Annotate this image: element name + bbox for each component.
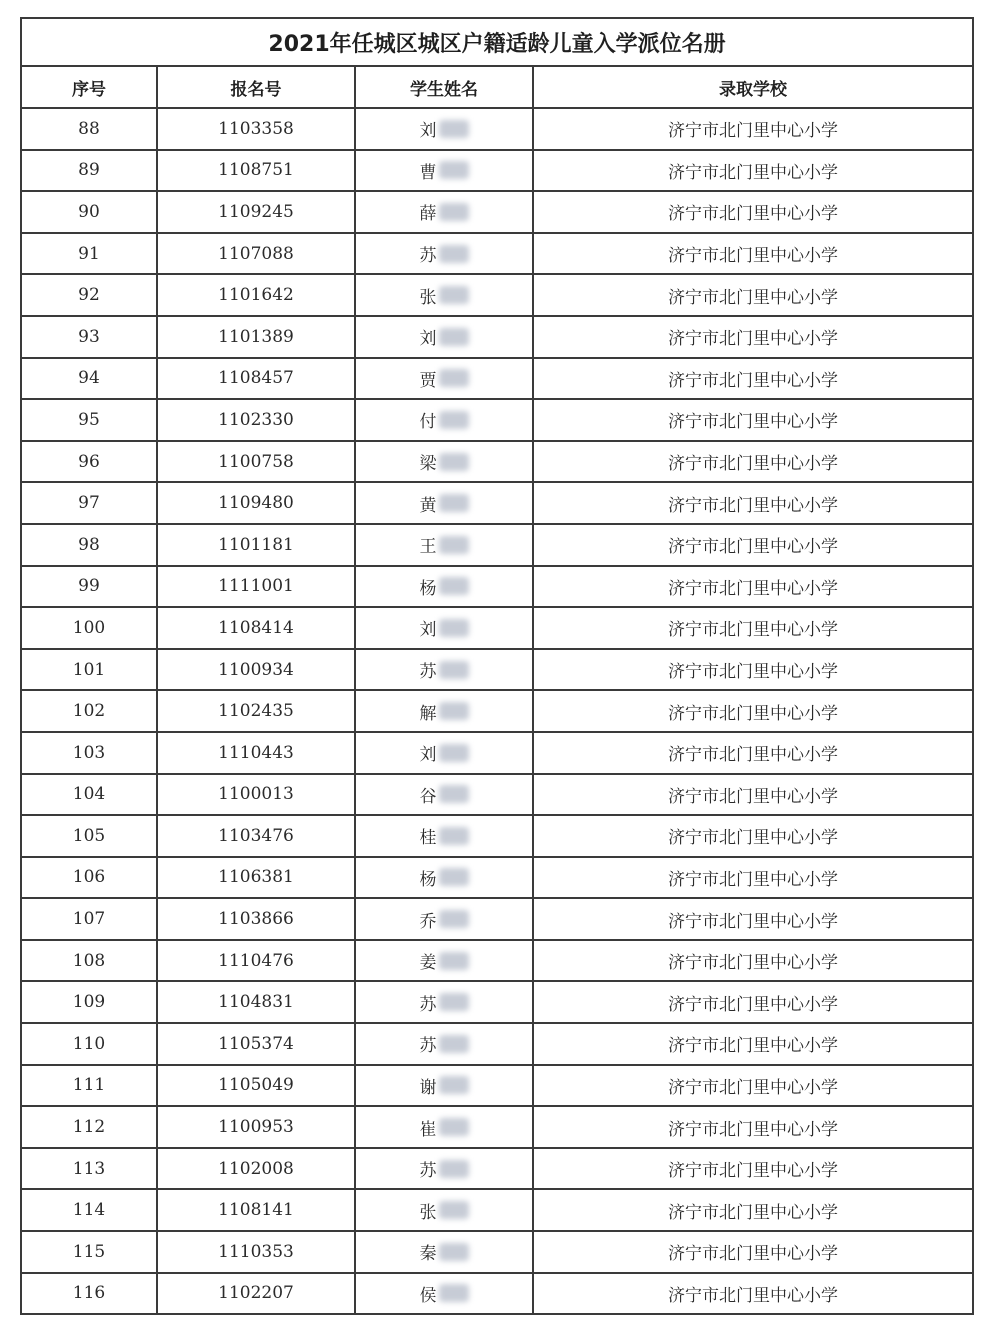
table-row xyxy=(21,566,973,608)
student-name-cell xyxy=(355,441,533,483)
admitted-school-cell: 济宁市北门里中心小学 xyxy=(533,482,973,524)
redacted-given-name xyxy=(439,702,469,720)
admitted-school-cell: 济宁市北门里中心小学 xyxy=(533,732,973,774)
redacted-given-name xyxy=(439,161,469,179)
registration-number-cell: 1103476 xyxy=(157,815,355,857)
table-row xyxy=(21,607,973,649)
registration-number-cell: 1111001 xyxy=(157,566,355,608)
table-row xyxy=(21,1106,973,1148)
admitted-school-cell: 济宁市北门里中心小学 xyxy=(533,981,973,1023)
student-name-cell xyxy=(355,1189,533,1231)
student-surname: 姜 xyxy=(419,953,437,974)
row-index-cell: 93 xyxy=(21,316,157,358)
student-name-cell xyxy=(355,649,533,691)
student-surname: 刘 xyxy=(419,745,437,766)
row-index-cell: 91 xyxy=(21,233,157,275)
student-surname: 苏 xyxy=(419,246,437,267)
registration-number-cell: 1101181 xyxy=(157,524,355,566)
row-index-cell: 88 xyxy=(21,108,157,150)
table-row xyxy=(21,482,973,524)
registration-number-cell: 1100934 xyxy=(157,649,355,691)
admitted-school-cell: 济宁市北门里中心小学 xyxy=(533,441,973,483)
row-index-cell: 101 xyxy=(21,649,157,691)
title-row xyxy=(21,18,973,66)
table-row xyxy=(21,316,973,358)
table-row xyxy=(21,1023,973,1065)
redacted-given-name xyxy=(439,661,469,679)
redacted-given-name xyxy=(439,744,469,762)
student-name-cell xyxy=(355,774,533,816)
admitted-school-cell: 济宁市北门里中心小学 xyxy=(533,1148,973,1190)
admitted-school-cell: 济宁市北门里中心小学 xyxy=(533,566,973,608)
redacted-given-name xyxy=(439,328,469,346)
student-name-cell xyxy=(355,815,533,857)
admitted-school-cell: 济宁市北门里中心小学 xyxy=(533,233,973,275)
admitted-school-cell: 济宁市北门里中心小学 xyxy=(533,774,973,816)
student-name-cell xyxy=(355,399,533,441)
registration-number-cell: 1108414 xyxy=(157,607,355,649)
student-surname: 杨 xyxy=(419,578,437,599)
registration-number-cell: 1101642 xyxy=(157,274,355,316)
table-row xyxy=(21,815,973,857)
registration-number-cell: 1100953 xyxy=(157,1106,355,1148)
admitted-school-cell: 济宁市北门里中心小学 xyxy=(533,316,973,358)
student-surname: 曹 xyxy=(419,162,437,183)
admitted-school-cell: 济宁市北门里中心小学 xyxy=(533,898,973,940)
row-index-cell: 95 xyxy=(21,399,157,441)
redacted-given-name xyxy=(439,1118,469,1136)
redacted-given-name xyxy=(439,1201,469,1219)
student-surname: 秦 xyxy=(419,1244,437,1265)
registration-number-cell: 1106381 xyxy=(157,857,355,899)
registration-number-cell: 1105049 xyxy=(157,1065,355,1107)
registration-number-cell: 1110443 xyxy=(157,732,355,774)
header-row xyxy=(21,66,973,108)
student-name-cell xyxy=(355,1273,533,1315)
registration-number-cell: 1107088 xyxy=(157,233,355,275)
table-row xyxy=(21,233,973,275)
student-surname: 杨 xyxy=(419,869,437,890)
student-name-cell xyxy=(355,690,533,732)
row-index-cell: 115 xyxy=(21,1231,157,1273)
row-index-cell: 98 xyxy=(21,524,157,566)
redacted-given-name xyxy=(439,577,469,595)
student-name-cell xyxy=(355,1148,533,1190)
table-row xyxy=(21,150,973,192)
row-index-cell: 107 xyxy=(21,898,157,940)
student-name-cell xyxy=(355,607,533,649)
table-row xyxy=(21,774,973,816)
table-row xyxy=(21,441,973,483)
table-row xyxy=(21,274,973,316)
student-name-cell xyxy=(355,898,533,940)
student-surname: 付 xyxy=(419,412,437,433)
registration-number-cell: 1110476 xyxy=(157,940,355,982)
admitted-school-cell: 济宁市北门里中心小学 xyxy=(533,607,973,649)
redacted-given-name xyxy=(439,245,469,263)
admitted-school-cell: 济宁市北门里中心小学 xyxy=(533,108,973,150)
student-surname: 黄 xyxy=(419,495,437,516)
row-index-cell: 114 xyxy=(21,1189,157,1231)
student-name-cell xyxy=(355,1023,533,1065)
admitted-school-cell: 济宁市北门里中心小学 xyxy=(533,1273,973,1315)
redacted-given-name xyxy=(439,411,469,429)
column-header-student-name: 学生姓名 xyxy=(355,66,533,108)
student-name-cell xyxy=(355,150,533,192)
registration-number-cell: 1100013 xyxy=(157,774,355,816)
student-surname: 崔 xyxy=(419,1119,437,1140)
student-surname: 张 xyxy=(419,287,437,308)
redacted-given-name xyxy=(439,1160,469,1178)
registration-number-cell: 1108457 xyxy=(157,358,355,400)
admitted-school-cell: 济宁市北门里中心小学 xyxy=(533,649,973,691)
admitted-school-cell: 济宁市北门里中心小学 xyxy=(533,1023,973,1065)
registration-number-cell: 1109480 xyxy=(157,482,355,524)
row-index-cell: 100 xyxy=(21,607,157,649)
redacted-given-name xyxy=(439,1284,469,1302)
admitted-school-cell: 济宁市北门里中心小学 xyxy=(533,191,973,233)
table-row xyxy=(21,1148,973,1190)
table-row xyxy=(21,857,973,899)
column-header-index: 序号 xyxy=(21,66,157,108)
document-title: 2021年任城区城区户籍适龄儿童入学派位名册 xyxy=(21,18,973,66)
table-row xyxy=(21,898,973,940)
row-index-cell: 105 xyxy=(21,815,157,857)
row-index-cell: 97 xyxy=(21,482,157,524)
redacted-given-name xyxy=(439,1035,469,1053)
table-row xyxy=(21,1273,973,1315)
redacted-given-name xyxy=(439,785,469,803)
redacted-given-name xyxy=(439,1243,469,1261)
row-index-cell: 108 xyxy=(21,940,157,982)
row-index-cell: 110 xyxy=(21,1023,157,1065)
row-index-cell: 99 xyxy=(21,566,157,608)
registration-number-cell: 1108751 xyxy=(157,150,355,192)
student-name-cell xyxy=(355,524,533,566)
student-surname: 苏 xyxy=(419,994,437,1015)
registration-number-cell: 1103358 xyxy=(157,108,355,150)
table-row xyxy=(21,191,973,233)
row-index-cell: 102 xyxy=(21,690,157,732)
redacted-given-name xyxy=(439,910,469,928)
row-index-cell: 112 xyxy=(21,1106,157,1148)
redacted-given-name xyxy=(439,203,469,221)
row-index-cell: 103 xyxy=(21,732,157,774)
roster-table xyxy=(20,17,974,1315)
table-row xyxy=(21,524,973,566)
admitted-school-cell: 济宁市北门里中心小学 xyxy=(533,1065,973,1107)
student-surname: 苏 xyxy=(419,662,437,683)
table-row xyxy=(21,399,973,441)
table-row xyxy=(21,690,973,732)
student-name-cell xyxy=(355,482,533,524)
table-row xyxy=(21,732,973,774)
registration-number-cell: 1102008 xyxy=(157,1148,355,1190)
student-name-cell xyxy=(355,191,533,233)
row-index-cell: 116 xyxy=(21,1273,157,1315)
student-surname: 解 xyxy=(419,703,437,724)
admitted-school-cell: 济宁市北门里中心小学 xyxy=(533,815,973,857)
registration-number-cell: 1102207 xyxy=(157,1273,355,1315)
admitted-school-cell: 济宁市北门里中心小学 xyxy=(533,274,973,316)
row-index-cell: 96 xyxy=(21,441,157,483)
roster-sheet xyxy=(20,17,972,1315)
student-name-cell xyxy=(355,732,533,774)
admitted-school-cell: 济宁市北门里中心小学 xyxy=(533,1189,973,1231)
student-name-cell xyxy=(355,857,533,899)
student-name-cell xyxy=(355,108,533,150)
row-index-cell: 90 xyxy=(21,191,157,233)
admitted-school-cell: 济宁市北门里中心小学 xyxy=(533,524,973,566)
student-surname: 贾 xyxy=(419,370,437,391)
row-index-cell: 113 xyxy=(21,1148,157,1190)
redacted-given-name xyxy=(439,536,469,554)
table-row xyxy=(21,1231,973,1273)
column-header-registration-number: 报名号 xyxy=(157,66,355,108)
student-surname: 苏 xyxy=(419,1036,437,1057)
redacted-given-name xyxy=(439,369,469,387)
registration-number-cell: 1110353 xyxy=(157,1231,355,1273)
row-index-cell: 106 xyxy=(21,857,157,899)
admitted-school-cell: 济宁市北门里中心小学 xyxy=(533,1231,973,1273)
student-surname: 刘 xyxy=(419,121,437,142)
redacted-given-name xyxy=(439,453,469,471)
admitted-school-cell: 济宁市北门里中心小学 xyxy=(533,1106,973,1148)
redacted-given-name xyxy=(439,952,469,970)
student-surname: 谢 xyxy=(419,1077,437,1098)
admitted-school-cell: 济宁市北门里中心小学 xyxy=(533,940,973,982)
student-surname: 刘 xyxy=(419,620,437,641)
admitted-school-cell: 济宁市北门里中心小学 xyxy=(533,358,973,400)
redacted-given-name xyxy=(439,868,469,886)
registration-number-cell: 1109245 xyxy=(157,191,355,233)
student-surname: 侯 xyxy=(419,1285,437,1306)
row-index-cell: 89 xyxy=(21,150,157,192)
row-index-cell: 94 xyxy=(21,358,157,400)
student-surname: 刘 xyxy=(419,329,437,350)
row-index-cell: 92 xyxy=(21,274,157,316)
student-name-cell xyxy=(355,981,533,1023)
redacted-given-name xyxy=(439,120,469,138)
registration-number-cell: 1105374 xyxy=(157,1023,355,1065)
table-row xyxy=(21,358,973,400)
registration-number-cell: 1100758 xyxy=(157,441,355,483)
student-name-cell xyxy=(355,358,533,400)
admitted-school-cell: 济宁市北门里中心小学 xyxy=(533,150,973,192)
student-surname: 梁 xyxy=(419,454,437,475)
table-row xyxy=(21,981,973,1023)
row-index-cell: 109 xyxy=(21,981,157,1023)
student-surname: 王 xyxy=(419,537,437,558)
student-surname: 薛 xyxy=(419,204,437,225)
redacted-given-name xyxy=(439,619,469,637)
registration-number-cell: 1101389 xyxy=(157,316,355,358)
student-name-cell xyxy=(355,274,533,316)
admitted-school-cell: 济宁市北门里中心小学 xyxy=(533,399,973,441)
redacted-given-name xyxy=(439,827,469,845)
student-surname: 张 xyxy=(419,1202,437,1223)
student-name-cell xyxy=(355,1106,533,1148)
student-surname: 苏 xyxy=(419,1161,437,1182)
table-row xyxy=(21,1189,973,1231)
redacted-given-name xyxy=(439,494,469,512)
table-row xyxy=(21,1065,973,1107)
redacted-given-name xyxy=(439,286,469,304)
row-index-cell: 111 xyxy=(21,1065,157,1107)
admitted-school-cell: 济宁市北门里中心小学 xyxy=(533,690,973,732)
column-header-admitted-school: 录取学校 xyxy=(533,66,973,108)
registration-number-cell: 1108141 xyxy=(157,1189,355,1231)
redacted-given-name xyxy=(439,993,469,1011)
table-row xyxy=(21,940,973,982)
student-surname: 乔 xyxy=(419,911,437,932)
table-row xyxy=(21,108,973,150)
registration-number-cell: 1103866 xyxy=(157,898,355,940)
student-surname: 谷 xyxy=(419,786,437,807)
student-name-cell xyxy=(355,566,533,608)
admitted-school-cell: 济宁市北门里中心小学 xyxy=(533,857,973,899)
student-name-cell xyxy=(355,940,533,982)
registration-number-cell: 1104831 xyxy=(157,981,355,1023)
row-index-cell: 104 xyxy=(21,774,157,816)
redacted-given-name xyxy=(439,1076,469,1094)
student-name-cell xyxy=(355,316,533,358)
registration-number-cell: 1102330 xyxy=(157,399,355,441)
student-name-cell xyxy=(355,1231,533,1273)
table-row xyxy=(21,649,973,691)
student-name-cell xyxy=(355,233,533,275)
student-surname: 桂 xyxy=(419,828,437,849)
registration-number-cell: 1102435 xyxy=(157,690,355,732)
student-name-cell xyxy=(355,1065,533,1107)
